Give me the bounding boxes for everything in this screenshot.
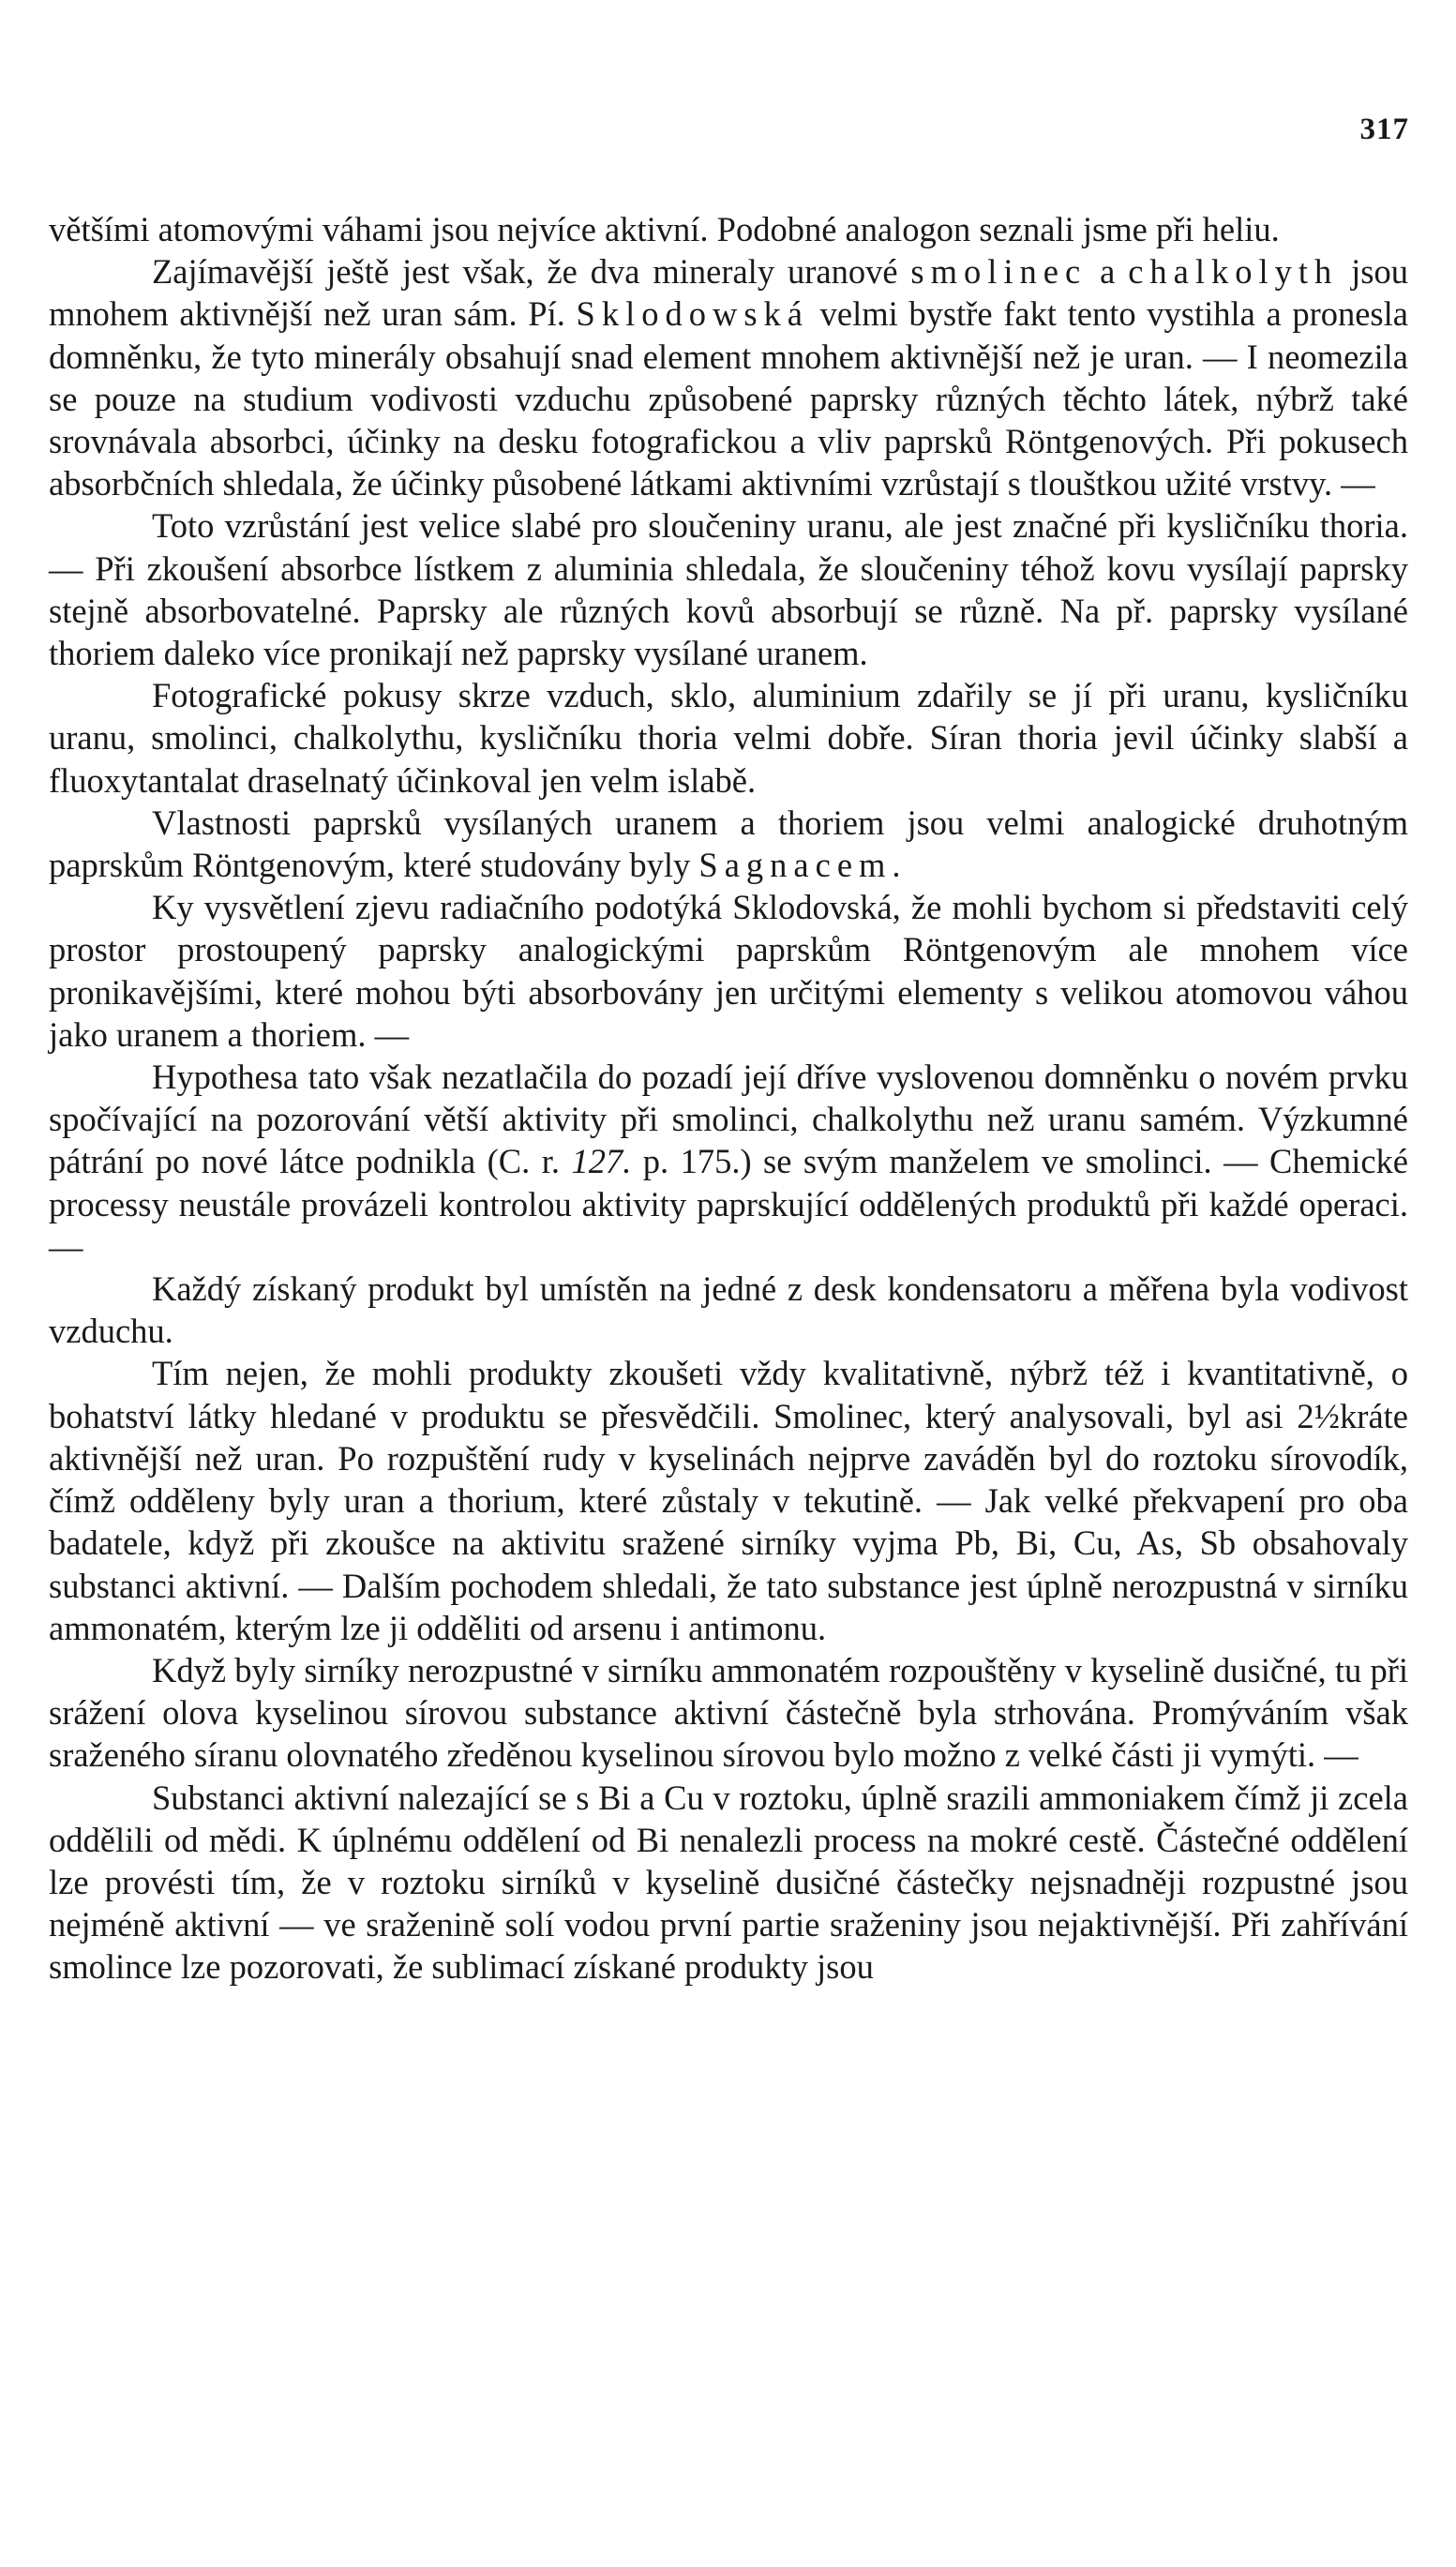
text-run: Fotografické pokusy skrze vzduch, sklo, aluminium zdařily se jí při uranu, kysličníku uranu, smolinci, chalkolythu, kysličníku thoria velmi dobře. Síran thoria jevil účinky slabší a fluoxytantalat draselnatý účinkoval jen velm islabě. xyxy=(49,676,1408,800)
italic-volume-number: 127. xyxy=(571,1142,632,1181)
paragraph xyxy=(49,802,1408,886)
emphasized-name: smolinec xyxy=(910,252,1088,292)
text-run: Tím nejen, že mohli produkty zkoušeti vždy kvalitativně, nýbrž též i kvantitativně, o bohatství látky hledané v produktu se přesvědčili. Smolinec, který analysovali, byl asi 2½kráte aktivnější než uran. Po rozpuštění rudy v kyselinách nejprve zaváděn byl do roztoku sírovodík, čímž odděleny byly uran a thorium, které zůstaly v tekutině. — Jak velké překvapení pro oba badatele, když při zkoušce na aktivitu sražené sirníky vyjma Pb, Bi, Cu, As, Sb obsahovaly substanci aktivní. — Dalším pochodem shledali, že tato substance jest úplně nerozpustná v sirníku ammonatém, kterým lze ji odděliti od arsenu i antimonu. xyxy=(49,1354,1408,1647)
text-run: Hypothesa tato však nezatlačila do pozadí její dříve vyslovenou domněnku o novém prvku spočívající na pozorování větší aktivity při smolinci, chalkolythu než uranu samém. Výzkumné pátrání po nové látce podnikla (C. r. xyxy=(49,1058,1408,1181)
paragraph xyxy=(49,674,1408,802)
text-run: jsou mnohem aktivnější než uran sám. Pí. xyxy=(49,252,1409,334)
text-run: Vlastnosti paprsků vysílaných uranem a thoriem jsou velmi analogické druhotným paprskům Röntgenovým, které studovány byly xyxy=(49,803,1408,885)
text-run: velmi bystře fakt tento vystihla a pronesla domněnku, že tyto minerály obsahují snad element mnohem aktivnější než je uran. — I neomezila se pouze na studium vodivosti vzduchu způsobené paprsky různých těchto látek, nýbrž také srovnávala absorbci, účinky na desku fotografickou a vliv paprsků Röntgenových. Při pokusech absorbčních shledala, že účinky působené látkami aktivními vzrůstají s tlouštkou užité vrstvy. — xyxy=(49,294,1408,503)
text-run: Když byly sirníky nerozpustné v sirníku ammonatém rozpouštěny v kyselině dusičné, tu při srážení olova kyselinou sírovou substance aktivní částečně byla strhována. Promýváním však sraženého síranu olovnatého zředěnou kyselinou sírovou bylo možno z velké části ji vymýti. — xyxy=(49,1650,1408,1775)
emphasized-name: Sklodowská xyxy=(576,294,809,334)
text-run: Toto vzrůstání jest velice slabé pro sloučeniny uranu, ale jest značné při kysličníku thoria. — Při zkoušení absorbce lístkem z aluminia shledala, že sloučeniny téhož kovu vysílají paprsky stejně absorbovatelné. Paprsky ale různých kovů absorbují se různě. Na př. paprsky vysílané thoriem daleko více pronikají než paprsky vysílané uranem. xyxy=(49,506,1408,673)
text-run: Každý získaný produkt byl umístěn na jedné z desk kondensatoru a měřena byla vodivost vzduchu. xyxy=(49,1269,1408,1351)
paragraph xyxy=(49,250,1408,504)
text-run: Zajímavější ještě jest však, že dva mineraly uranové xyxy=(152,252,911,292)
paragraph xyxy=(49,1268,1408,1352)
paragraph xyxy=(49,886,1408,1056)
text-run: a xyxy=(1087,252,1129,292)
paragraph xyxy=(49,504,1408,674)
paragraph xyxy=(49,1649,1408,1777)
text-run: většími atomovými váhami jsou nejvíce aktivní. Podobné analogon seznali jsme při heliu. xyxy=(49,210,1280,248)
emphasized-name: Sagnacem xyxy=(698,846,893,885)
text-run: p. 175.) se svým manželem ve smolinci. — Chemické processy neustále provázeli kontrolou aktivity paprskující oddělených produktů při každé operaci. — xyxy=(49,1142,1408,1266)
paragraph xyxy=(49,1777,1408,1989)
paragraph xyxy=(49,1056,1408,1268)
emphasized-name: chalkolyth xyxy=(1128,252,1339,292)
text-run: Substanci aktivní nalezající se s Bi a Cu v roztoku, úplně srazili ammoniakem čímž ji zcela oddělili od mědi. K úplnému oddělení od Bi nenalezli process na mokré cestě. Částečné oddělení lze provésti tím, že v roztoku sirníků v kyselině dusičné částečky nejsnadněji rozpustné jsou nejméně aktivní — ve sraženině solí vodou první partie sraženiny jsou nejaktivnější. Při zahřívání smolince lze pozorovati, že sublimací získané produkty jsou xyxy=(49,1778,1408,1987)
text-run: . xyxy=(892,846,901,885)
page-number: 317 xyxy=(1359,113,1409,146)
paragraph xyxy=(49,1352,1408,1648)
paragraph xyxy=(49,208,1408,250)
body-text xyxy=(49,208,1408,1989)
text-run: Ky vysvětlení zjevu radiačního podotýká Sklodovská, že mohli bychom si představiti celý prostor prostoupený paprsky analogickými paprskům Röntgenovým ale mnohem více pronikavějšími, které mohou býti absorbovány jen určitými elementy s velikou atomovou váhou jako uranem a thoriem. — xyxy=(49,888,1408,1054)
